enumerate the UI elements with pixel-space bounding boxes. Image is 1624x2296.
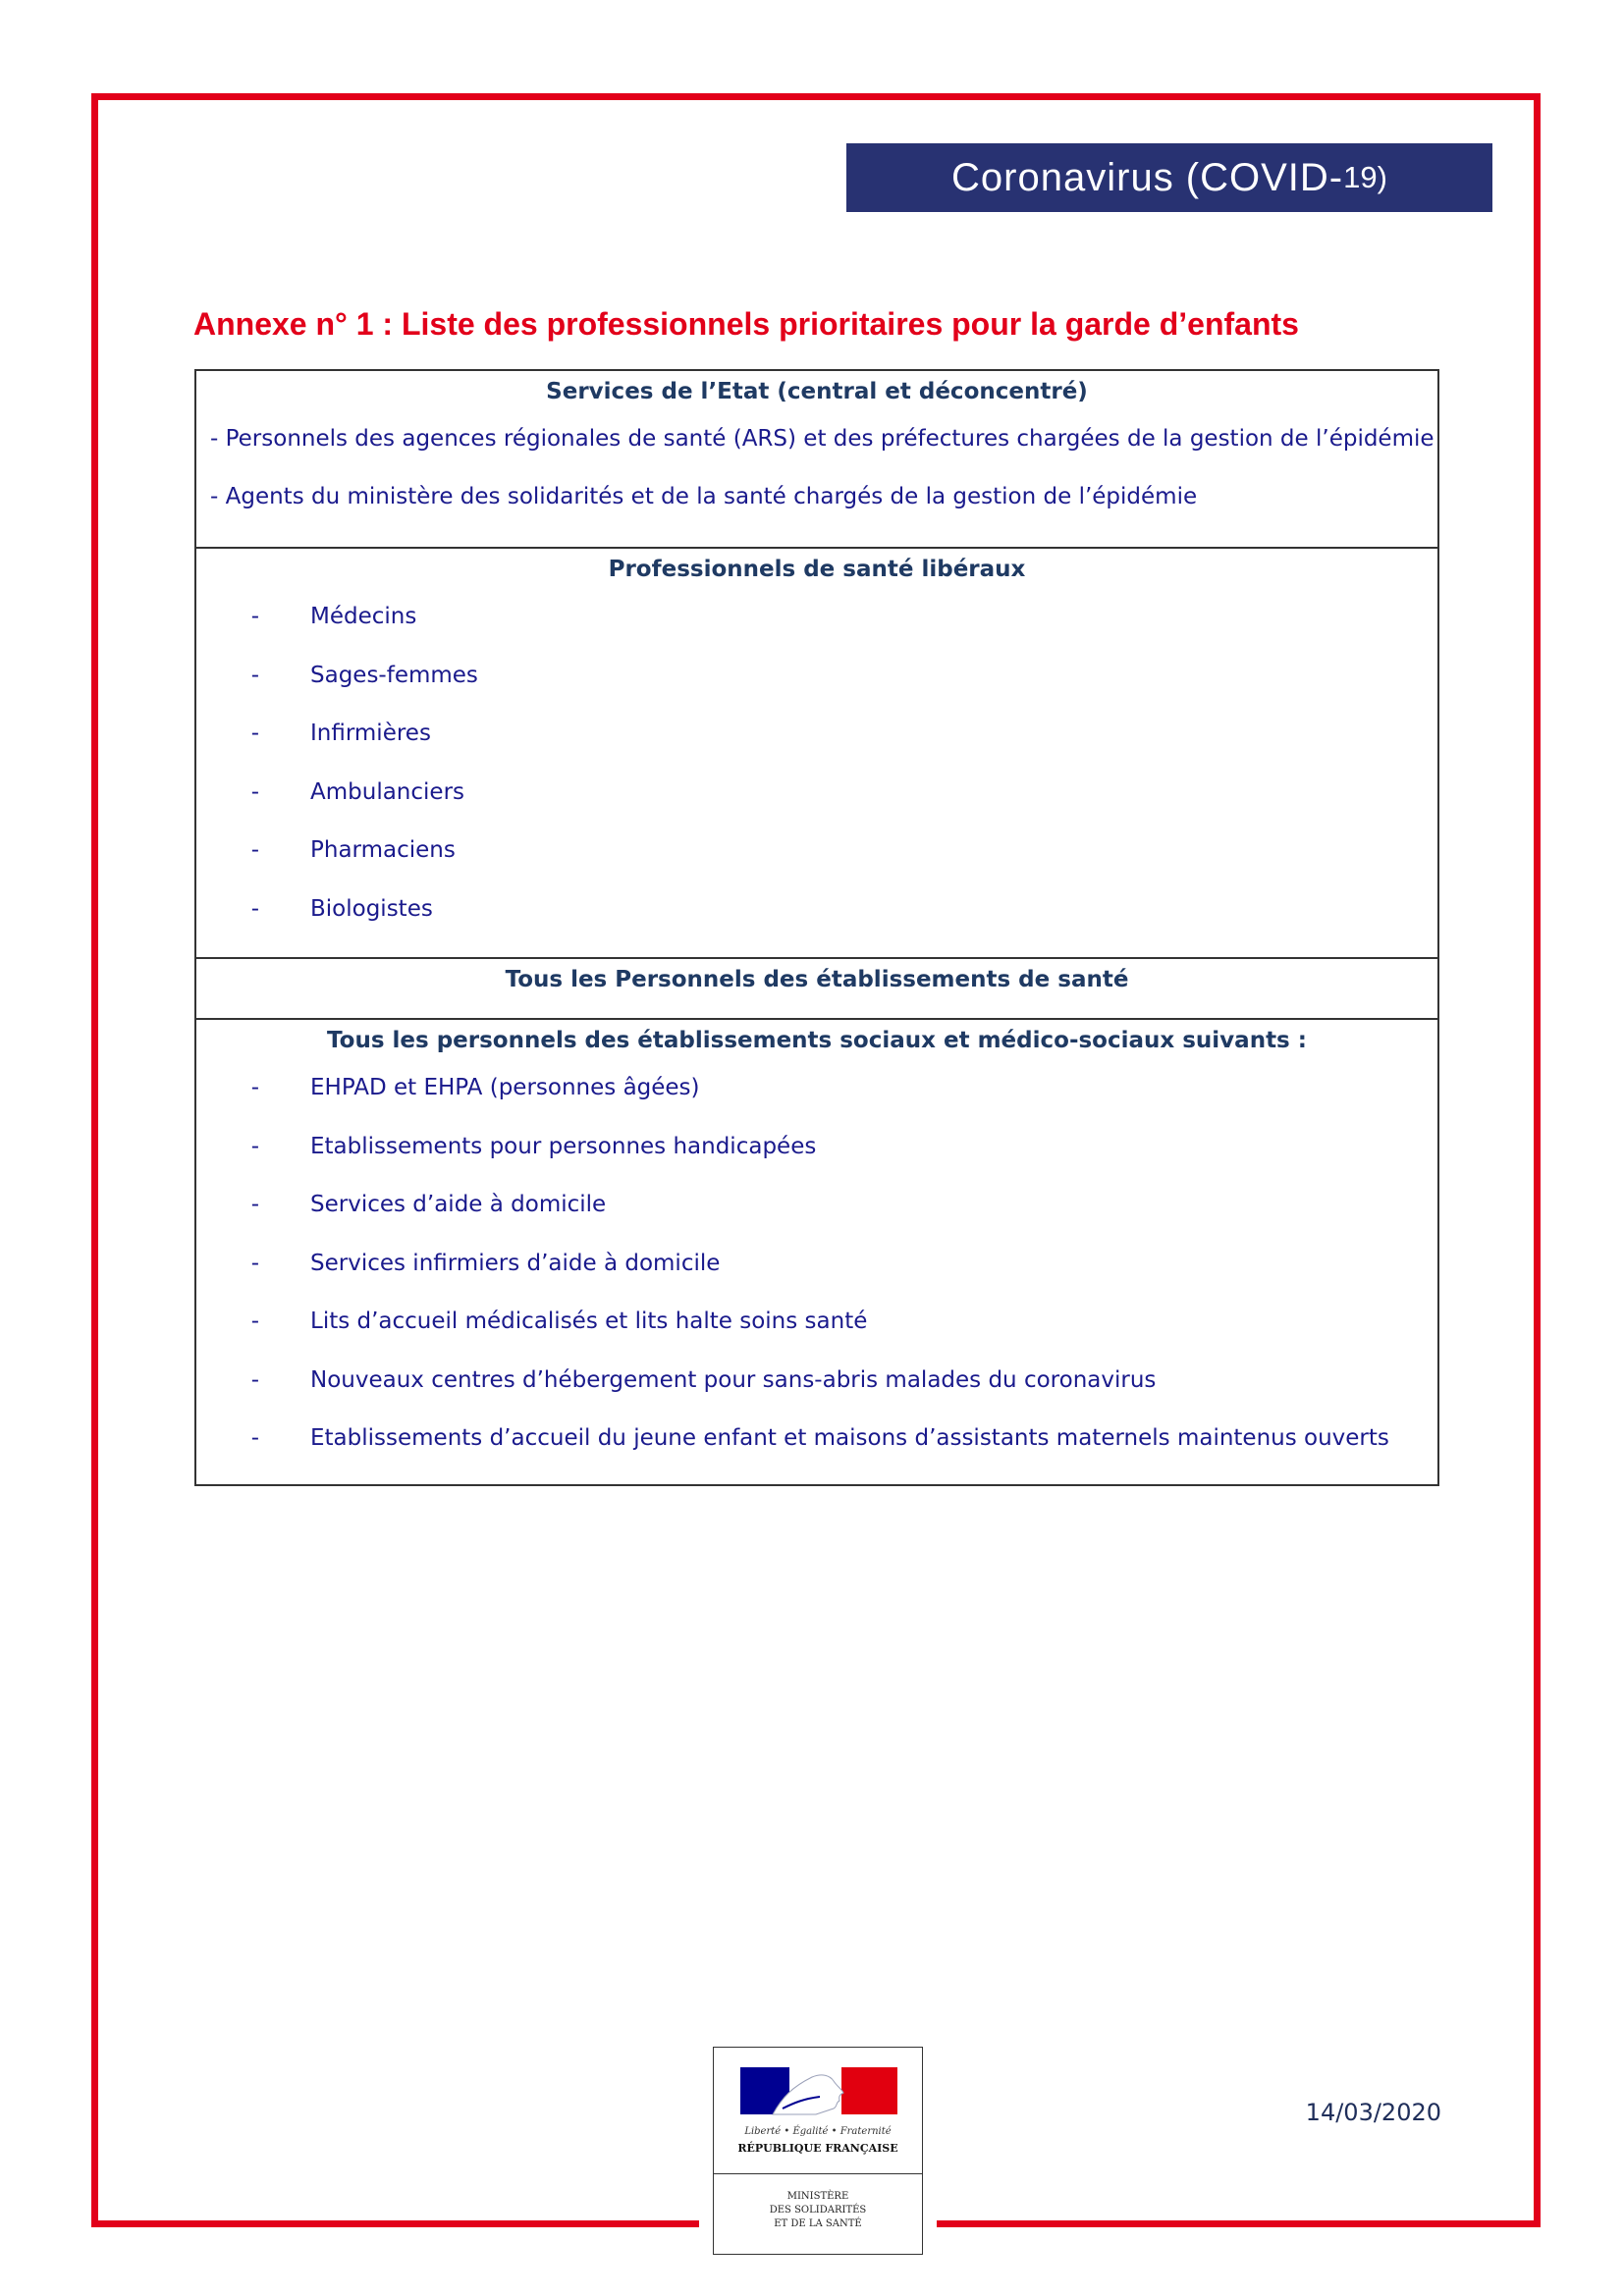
list-item — [196, 649, 1437, 708]
bullet-dash: - — [250, 1250, 259, 1276]
list-item-label: Services d’aide à domicile — [310, 1192, 607, 1217]
section-title: Services de l’Etat (central et déconcentré) — [546, 379, 1088, 404]
list-item-label: Etablissements d’accueil du jeune enfant et maisons d’assistants maternels maintenus ouverts — [310, 1425, 1389, 1451]
list-item — [196, 1237, 1437, 1296]
list-item — [196, 590, 1437, 649]
republic-logo — [713, 2047, 923, 2255]
list-item-label: Pharmaciens — [310, 837, 456, 863]
bullet-dash: - — [250, 721, 259, 746]
priority-professionals-table — [194, 369, 1439, 1486]
list-item-label: Médecins — [310, 604, 417, 629]
marianne-flag-icon — [714, 2048, 924, 2126]
bullet-dash: - — [250, 604, 259, 629]
list-item: - Agents du ministère des solidarités et de la santé chargés de la gestion de l’épidémie — [210, 484, 1198, 509]
list-item — [196, 1120, 1437, 1179]
header-title-main: Coronavirus (COVID- — [951, 155, 1344, 199]
section-title: Professionnels de santé libéraux — [608, 557, 1026, 582]
header-title-number: 19) — [1343, 160, 1387, 194]
list-item — [196, 1061, 1437, 1120]
bullet-dash: - — [250, 895, 259, 922]
list-item-label: Nouveaux centres d’hébergement pour sans-abris malades du coronavirus — [310, 1366, 1157, 1393]
section-title: Tous les Personnels des établissements de santé — [505, 967, 1129, 992]
section-liberal-health-professionals — [196, 547, 1437, 957]
list-item-label: Infirmières — [310, 721, 431, 746]
ministry-line: MINISTÈRE — [786, 2191, 849, 2202]
section-health-establishments — [196, 957, 1437, 1018]
list-item — [196, 1295, 1437, 1354]
section-title: Tous les personnels des établissements sociaux et médico-sociaux suivants : — [327, 1028, 1307, 1053]
list-item-label: Biologistes — [310, 895, 433, 922]
list-item — [196, 824, 1437, 882]
list-item — [196, 882, 1437, 941]
list-item-label: Sages-femmes — [310, 662, 478, 688]
list-item — [196, 1178, 1437, 1237]
list-item — [196, 766, 1437, 825]
list-item: - Personnels des agences régionales de santé (ARS) et des préfectures chargées de la gestion de l’épidémie — [210, 426, 1435, 452]
bullet-dash: - — [250, 1133, 259, 1159]
section-state-services — [196, 371, 1437, 547]
bullet-dash: - — [250, 1425, 259, 1451]
list-item-label: Lits d’accueil médicalisés et lits halte soins santé — [310, 1308, 868, 1334]
bullet-dash: - — [250, 1366, 259, 1393]
bullet-dash: - — [250, 837, 259, 863]
list-item — [196, 1412, 1437, 1470]
section-social-establishments — [196, 1018, 1437, 1484]
republic-name: RÉPUBLIQUE FRANÇAISE — [737, 2142, 898, 2155]
list-item-label: Ambulanciers — [310, 778, 465, 805]
bullet-dash: - — [250, 778, 259, 805]
ministry-line: DES SOLIDARITÉS — [769, 2205, 867, 2216]
list-item-label: Etablissements pour personnes handicapées — [310, 1133, 817, 1159]
bullet-dash: - — [250, 662, 259, 688]
header-banner — [846, 143, 1492, 212]
republic-motto: Liberté • Égalité • Fraternité — [744, 2126, 892, 2137]
list-item — [196, 1354, 1437, 1413]
bullet-dash: - — [250, 1075, 259, 1100]
bullet-dash: - — [250, 1308, 259, 1334]
document-date: 14/03/2020 — [1305, 2099, 1441, 2126]
list-item-label: Services infirmiers d’aide à domicile — [310, 1250, 721, 1276]
list-item — [196, 707, 1437, 766]
ministry-line: ET DE LA SANTÉ — [774, 2218, 862, 2229]
logo-divider — [714, 2173, 922, 2174]
annex-title: Annexe n° 1 : Liste des professionnels prioritaires pour la garde d’enfants — [193, 306, 1299, 342]
list-item-label: EHPAD et EHPA (personnes âgées) — [310, 1075, 700, 1100]
ministry-name — [714, 2190, 922, 2231]
bullet-dash: - — [250, 1192, 259, 1217]
